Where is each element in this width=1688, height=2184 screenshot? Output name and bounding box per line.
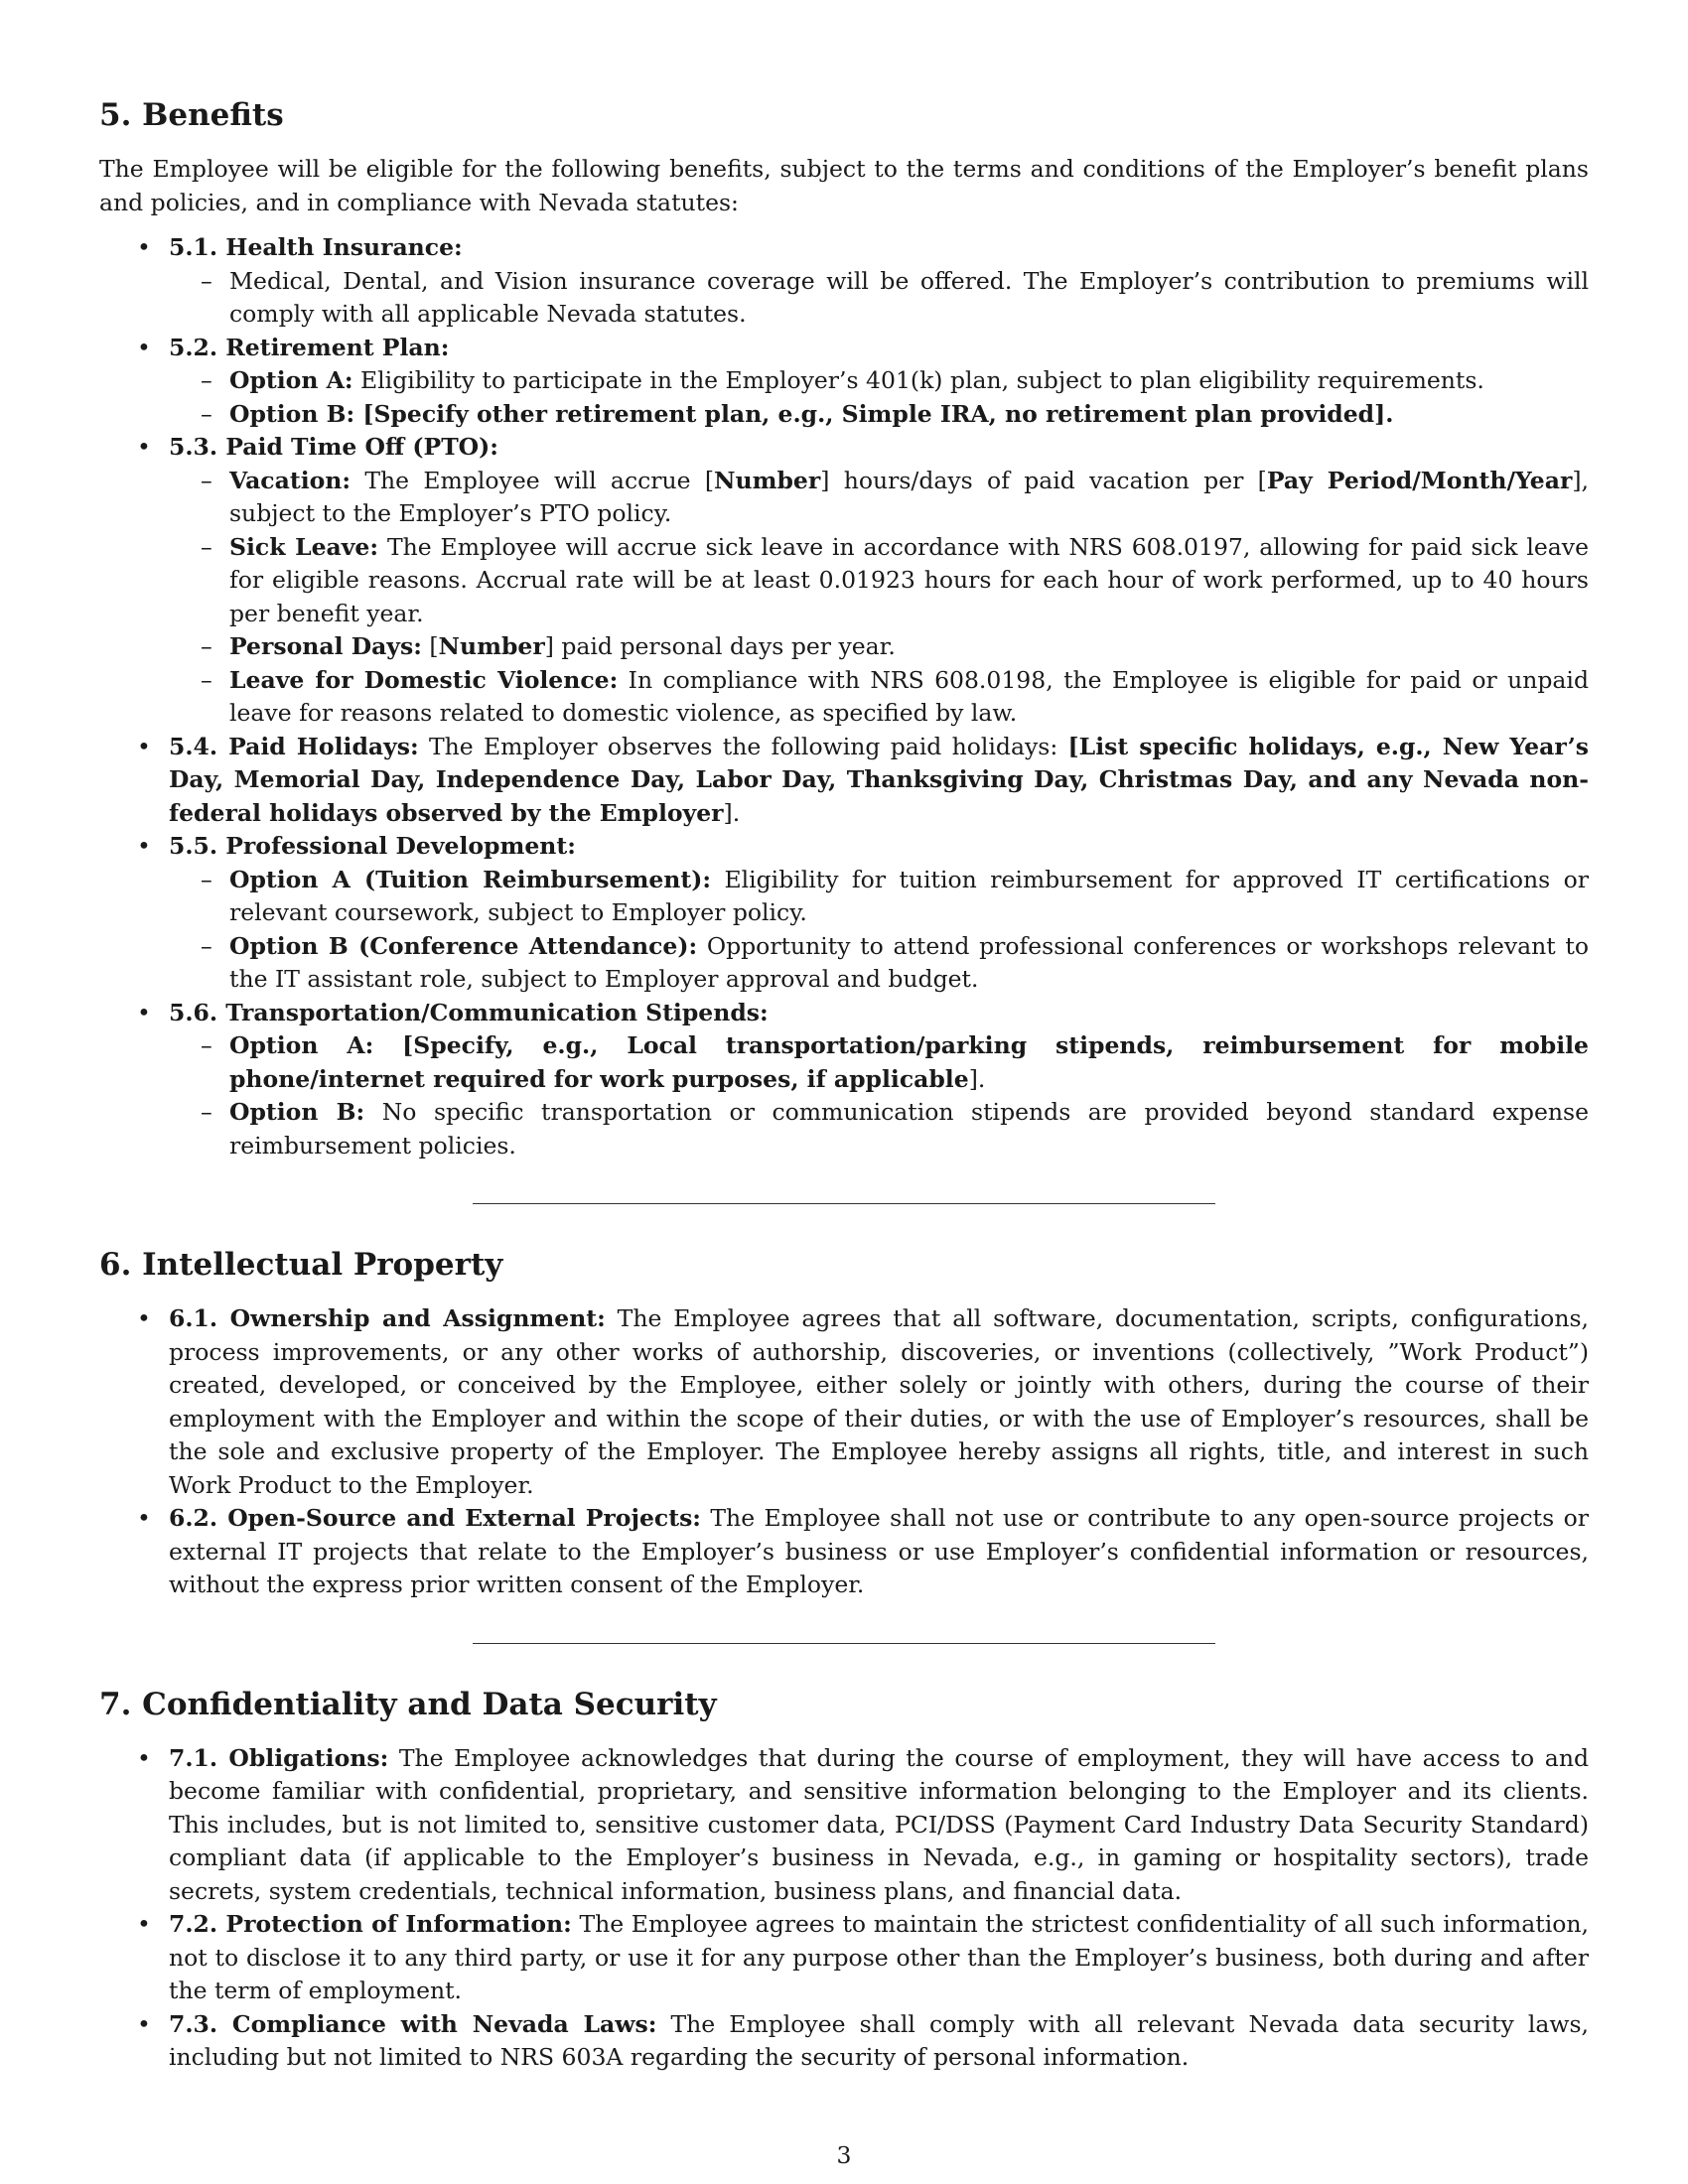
page-number: 3 xyxy=(836,2141,852,2169)
ip-list xyxy=(99,1302,1589,1602)
list-item-retirement-plan: • 5.2. Retirement Plan: – Option A: Eligibility to participate in the Employer’s 401(k) plan, subject to plan eligibility requirements. – Option B: [Specify other retirement plan, e.g., Simple IRA, no retirement plan provided]. xyxy=(99,332,1589,432)
sub-item-health-coverage: – Medical, Dental, and Vision insurance coverage will be offered. The Employer’s contribution to premiums will comply with all applicable Nevada statutes. xyxy=(169,265,1589,332)
sub-item-conference-attendance: – Option B (Conference Attendance): Opportunity to attend professional conferences or workshops relevant to the IT assistant role, subject to Employer approval and budget. xyxy=(169,930,1589,997)
section-divider xyxy=(473,1203,1215,1204)
benefits-intro: The Employee will be eligible for the following benefits, subject to the terms and conditions of the Employer’s benefit plans and policies, and in compliance with Nevada statutes: xyxy=(99,155,1589,216)
section-divider xyxy=(473,1643,1215,1644)
list-item-ownership-assignment: • 6.1. Ownership and Assignment: The Employee agrees that all software, documentation, scripts, configurations, process improvements, or any other works of authorship, discoveries, or inventions (collectively, ”Work Product”) created, developed, or conceived by the Employee, either solely or jointly with others, during the course of their employment with the Employer and within the scope of their duties, or with the use of Employer’s resources, shall be the sole and exclusive property of the Employer. The Employee hereby assigns all rights, title, and interest in such Work Product to the Employer. xyxy=(99,1302,1589,1502)
list-item-open-source: • 6.2. Open-Source and External Projects: The Employee shall not use or contribute to any open-source projects or external IT projects that relate to the Employer’s business or use Employer’s confidential information or resources, without the express prior written consent of the Employer. xyxy=(99,1502,1589,1602)
list-item-nevada-compliance: • 7.3. Compliance with Nevada Laws: The Employee shall comply with all relevant Nevada data security laws, including but not limited to NRS 603A regarding the security of personal information. xyxy=(99,2008,1589,2075)
document-page xyxy=(99,95,1589,2075)
sub-item-stipend-option-a: – Option A: [Specify, e.g., Local transportation/parking stipends, reimbursement for mobile phone/internet required for work purposes, if applicable]. xyxy=(169,1029,1589,1096)
section-benefits xyxy=(99,95,1589,1162)
list-item-protection: • 7.2. Protection of Information: The Employee agrees to maintain the strictest confidentiality of all such information, not to disclose it to any third party, or use it for any purpose other than the Employer’s business, both during and after the term of employment. xyxy=(99,1908,1589,2008)
sub-item-tuition-reimbursement: – Option A (Tuition Reimbursement): Eligibility for tuition reimbursement for approved IT certifications or relevant coursework, subject to Employer policy. xyxy=(169,864,1589,930)
sub-item-sick-leave: – Sick Leave: The Employee will accrue sick leave in accordance with NRS 608.0197, allowing for paid sick leave for eligible reasons. Accrual rate will be at least 0.01923 hours for each hour of work performed, up to 40 hours per benefit year. xyxy=(169,531,1589,631)
sub-item-personal-days: – Personal Days: [Number] paid personal days per year. xyxy=(169,630,1589,664)
section-confidentiality xyxy=(99,1685,1589,2075)
list-item-paid-holidays: • 5.4. Paid Holidays: The Employer observes the following paid holidays: [List specific holidays, e.g., New Year’s Day, Memorial Day, Independence Day, Labor Day, Thanksgiving Day, Christmas Day, and any Nevada non-federal holidays observed by the Employer]. xyxy=(99,731,1589,831)
list-item-professional-development: • 5.5. Professional Development: – Option A (Tuition Reimbursement): Eligibility for tuition reimbursement for approved IT certifications or relevant coursework, subject to Employer policy. – Option B (Conference Attendance): Opportunity to attend professional conferences or workshops relevant to the IT assistant role, subject to Employer approval and budget. xyxy=(99,830,1589,997)
confidentiality-list xyxy=(99,1742,1589,2075)
sub-item-domestic-violence-leave: – Leave for Domestic Violence: In compliance with NRS 608.0198, the Employee is eligible for paid or unpaid leave for reasons related to domestic violence, as specified by law. xyxy=(169,664,1589,731)
list-item-pto: • 5.3. Paid Time Off (PTO): – Vacation: The Employee will accrue [Number] hours/days of paid vacation per [Pay Period/Month/Year], subject to the Employer’s PTO policy. – Sick Leave: The Employee will accrue sick leave in accordance with NRS 608.0197, allowing for paid sick leave for eligible reasons. Accrual rate will be at least 0.01923 hours for each hour of work performed, up to 40 hours per benefit year. – Personal Days: [Number] paid personal days per year. – Leave for Domestic Violence: In compliance with NRS 608.0198, the Employee is eligible for paid or unpaid leave for reasons related to domestic violence, as specified by law. xyxy=(99,431,1589,731)
list-item-obligations: • 7.1. Obligations: The Employee acknowledges that during the course of employment, they will have access to and become familiar with confidential, proprietary, and sensitive information belonging to the Employer and its clients. This includes, but is not limited to, sensitive customer data, PCI/DSS (Payment Card Industry Data Security Standard) compliant data (if applicable to the Employer’s business in Nevada, e.g., in gaming or hospitality sectors), trade secrets, system credentials, technical information, business plans, and financial data. xyxy=(99,1742,1589,1909)
sub-item-vacation: – Vacation: The Employee will accrue [Number] hours/days of paid vacation per [Pay Period/Month/Year], subject to the Employer’s PTO policy. xyxy=(169,465,1589,531)
benefits-list xyxy=(99,231,1589,1162)
list-item-health-insurance: • 5.1. Health Insurance: – Medical, Dental, and Vision insurance coverage will be offered. The Employer’s contribution to premiums will comply with all applicable Nevada statutes. xyxy=(99,231,1589,332)
sub-item-retirement-option-b: – Option B: [Specify other retirement plan, e.g., Simple IRA, no retirement plan provided]. xyxy=(169,398,1589,432)
sub-item-retirement-option-a: – Option A: Eligibility to participate in the Employer’s 401(k) plan, subject to plan eligibility requirements. xyxy=(169,364,1589,398)
list-item-stipends: • 5.6. Transportation/Communication Stipends: – Option A: [Specify, e.g., Local transportation/parking stipends, reimbursement for mobile phone/internet required for work purposes, if applicable]. – Option B: No specific transportation or communication stipends are provided beyond standard expense reimbursement policies. xyxy=(99,997,1589,1163)
section-intellectual-property xyxy=(99,1245,1589,1602)
section-heading-benefits: 5. Benefits xyxy=(99,97,284,133)
sub-item-stipend-option-b: – Option B: No specific transportation or communication stipends are provided beyond standard expense reimbursement policies. xyxy=(169,1096,1589,1162)
section-heading-intellectual-property: 6. Intellectual Property xyxy=(99,1247,503,1283)
section-heading-confidentiality: 7. Confidentiality and Data Security xyxy=(99,1686,717,1722)
